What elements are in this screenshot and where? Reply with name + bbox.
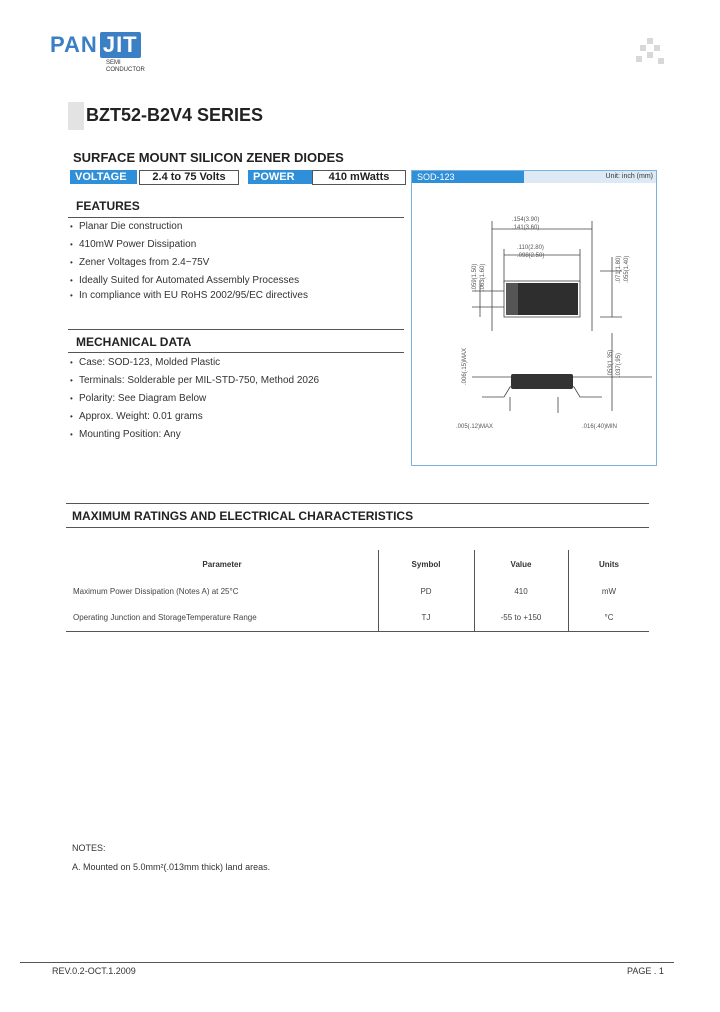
col-header-units: Units <box>599 560 619 569</box>
col-header-parameter: Parameter <box>202 560 242 569</box>
ratings-bottom-rule <box>66 631 649 632</box>
logo-text-left: PAN <box>50 32 98 57</box>
dim-body: .110(2.80) <box>517 245 544 251</box>
footer-rule <box>20 962 674 963</box>
list-item: • 410mW Power Dissipation <box>70 236 405 254</box>
table-cell: -55 to +150 <box>500 613 542 622</box>
list-item: • Terminals: Solderable per MIL-STD-750, Method 2026 <box>70 372 405 390</box>
dim-lead-min: .016(.40)MIN <box>582 424 618 430</box>
logo-sub-line1: SEMI <box>106 60 121 66</box>
dim-overall-2: .141(3.60) <box>512 225 540 231</box>
features-list <box>70 218 405 305</box>
logo-subtitle <box>106 60 145 74</box>
table-cell: 410 <box>514 587 528 596</box>
page-number: PAGE . 1 <box>627 966 664 976</box>
table-cell: PD <box>420 587 432 596</box>
table-cell: Operating Junction and StorageTemperature Range <box>73 613 257 622</box>
page-subtitle: SURFACE MOUNT SILICON ZENER DIODES <box>73 150 344 165</box>
power-value: 410 mWatts <box>312 170 406 185</box>
list-item: • Zener Voltages from 2.4~75V <box>70 254 405 272</box>
package-name: SOD-123 <box>412 171 524 183</box>
note-item: A. Mounted on 5.0mm²(.013mm thick) land areas. <box>72 862 271 872</box>
mechanical-list <box>70 354 405 444</box>
list-item: • Case: SOD-123, Molded Plastic <box>70 354 405 372</box>
list-item: • Polarity: See Diagram Below <box>70 390 405 408</box>
revision-text: REV.0.2-OCT.1.2009 <box>52 966 136 976</box>
table-cell: TJ <box>421 613 431 622</box>
panjit-logo <box>50 32 170 72</box>
table-cell: Maximum Power Dissipation (Notes A) at 25°C <box>73 587 239 596</box>
logo-wordmark <box>50 32 141 58</box>
mechanical-top-rule <box>68 329 404 330</box>
dim-side-2: .037(.95) <box>616 352 622 377</box>
table-cell: °C <box>604 613 614 622</box>
list-item: • Ideally Suited for Automated Assembly Processes <box>70 272 405 290</box>
dim-height-2: .055(1.40) <box>624 255 630 283</box>
list-item: • Approx. Weight: 0.01 grams <box>70 408 405 426</box>
voltage-label: VOLTAGE <box>70 170 137 184</box>
dim-side: .053(1.35) <box>608 349 614 377</box>
mechanical-heading: MECHANICAL DATA <box>76 335 192 349</box>
table-cell: mW <box>601 587 617 596</box>
dim-lead-width: .059(1.50) <box>472 263 478 291</box>
notes-heading: NOTES: <box>72 843 106 853</box>
list-item: • In compliance with EU RoHS 2002/95/EC directives <box>70 287 405 305</box>
title-accent <box>68 102 84 130</box>
col-header-value: Value <box>510 560 532 569</box>
dim-height: .071(1.80) <box>616 255 622 283</box>
ratings-head-rule <box>66 527 649 528</box>
list-item: • Planar Die construction <box>70 218 405 236</box>
voltage-value: 2.4 to 75 Volts <box>139 170 239 185</box>
logo-text-right: JIT <box>100 32 141 58</box>
col-header-symbol: Symbol <box>411 560 441 569</box>
package-unit: Unit: inch (mm) <box>524 171 656 183</box>
ratings-heading: MAXIMUM RATINGS AND ELECTRICAL CHARACTERISTICS <box>72 509 414 523</box>
page-title: BZT52-B2V4 SERIES <box>86 105 264 125</box>
ratings-top-rule <box>66 503 649 504</box>
package-outline-panel <box>411 170 657 466</box>
dim-body-2: .098(2.50) <box>517 253 545 259</box>
dim-thickness: .006(.15)MAX <box>462 347 468 385</box>
power-label: POWER <box>248 170 313 184</box>
features-heading: FEATURES <box>76 199 140 213</box>
mechanical-rule <box>68 352 404 353</box>
dim-lead-width-2: .063(1.60) <box>480 263 486 291</box>
dim-overall: .154(3.90) <box>512 217 540 223</box>
decorative-dots-icon <box>636 38 664 66</box>
logo-sub-line2: CONDUCTOR <box>106 67 145 73</box>
dim-lead-max: .005(.12)MAX <box>456 424 494 430</box>
list-item: • Mounting Position: Any <box>70 426 405 444</box>
